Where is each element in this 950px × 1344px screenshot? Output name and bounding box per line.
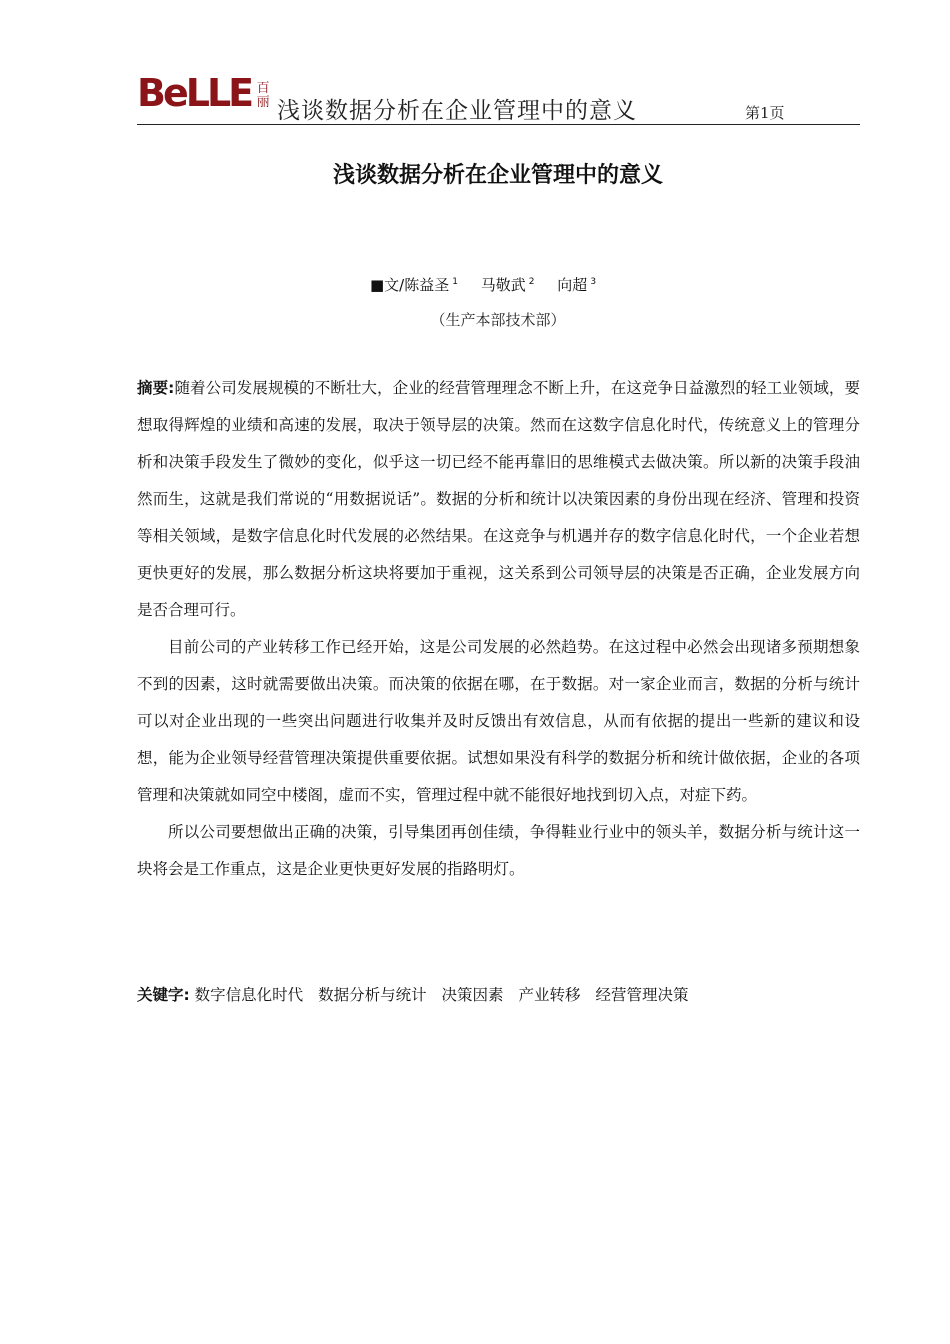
author-name: 陈益圣 xyxy=(404,276,450,294)
author-2 xyxy=(481,276,535,294)
belle-logo xyxy=(137,70,271,116)
author-name: 马敬武 xyxy=(480,276,526,294)
logo-wordmark: BeLLE xyxy=(137,71,252,115)
author-prefix: ■文/ xyxy=(370,276,405,294)
keywords xyxy=(137,983,860,1005)
author-name: 向超 xyxy=(557,276,588,294)
page-header xyxy=(137,66,860,125)
keywords-label: 关键字: xyxy=(137,986,190,1004)
page-number: 第1页 xyxy=(745,104,785,122)
logo-chinese: 百丽 xyxy=(256,81,270,110)
author-superscript: 2 xyxy=(528,277,535,287)
keyword: 产业转移 xyxy=(518,986,581,1004)
abstract-text: 随着公司发展规模的不断壮大，企业的经营管理理念不断上升，在这竞争日益激烈的轻工业领域，要想取得辉煌的业绩和高速的发展，取决于领导层的决策。然而在这数字信息化时代，传统意义上的管理分析和决策手段发生了微妙的变化，似乎这一切已经不能再靠旧的思维模式去做决策。所以新的决策手段油然而生，这就是我们常说的“用数据说话”。数据的分析和统计以决策因素的身份出现在经济、管理和投资等相关领域，是数字信息化时代发展的必然结果。在这竞争与机遇并存的数字信息化时代，一个企业若想更快更好的发展，那么数据分析这块将要加于重视，这关系到公司领导层的决策是否正确，企业发展方向是否合理可行。 xyxy=(137,379,860,619)
keyword: 数据分析与统计 xyxy=(318,986,427,1004)
keyword: 决策因素 xyxy=(441,986,504,1004)
abstract-label: 摘要: xyxy=(137,379,175,397)
author-1 xyxy=(370,276,458,294)
author-superscript: 1 xyxy=(452,277,458,287)
abstract-paragraph xyxy=(137,370,860,629)
document-title: 浅谈数据分析在企业管理中的意义 xyxy=(332,163,663,188)
body-text xyxy=(137,370,860,888)
body-paragraph: 目前公司的产业转移工作已经开始，这是公司发展的必然趋势。在这过程中必然会出现诸多预期想象不到的因素，这时就需要做出决策。而决策的依据在哪，在于数据。对一家企业而言，数据的分析与统计可以对企业出现的一些突出问题进行收集并及时反馈出有效信息，从而有依据的提出一些新的建议和设想，能为企业领导经营管理决策提供重要依据。试想如果没有科学的数据分析和统计做依据，企业的各项管理和决策就如同空中楼阁，虚而不实，管理过程中就不能很好地找到切入点，对症下药。 xyxy=(137,638,860,804)
running-title: 浅谈数据分析在企业管理中的意义 xyxy=(277,98,637,124)
body-paragraph: 所以公司要想做出正确的决策，引导集团再创佳绩，争得鞋业行业中的领头羊，数据分析与统计这一块将会是工作重点，这是企业更快更好发展的指路明灯。 xyxy=(137,823,860,878)
keyword: 数字信息化时代 xyxy=(194,986,304,1004)
department: （生产本部技术部） xyxy=(430,311,566,329)
author-line xyxy=(370,274,614,295)
keyword: 经营管理决策 xyxy=(595,986,689,1004)
author-3 xyxy=(557,276,596,294)
author-superscript: 3 xyxy=(590,277,597,287)
